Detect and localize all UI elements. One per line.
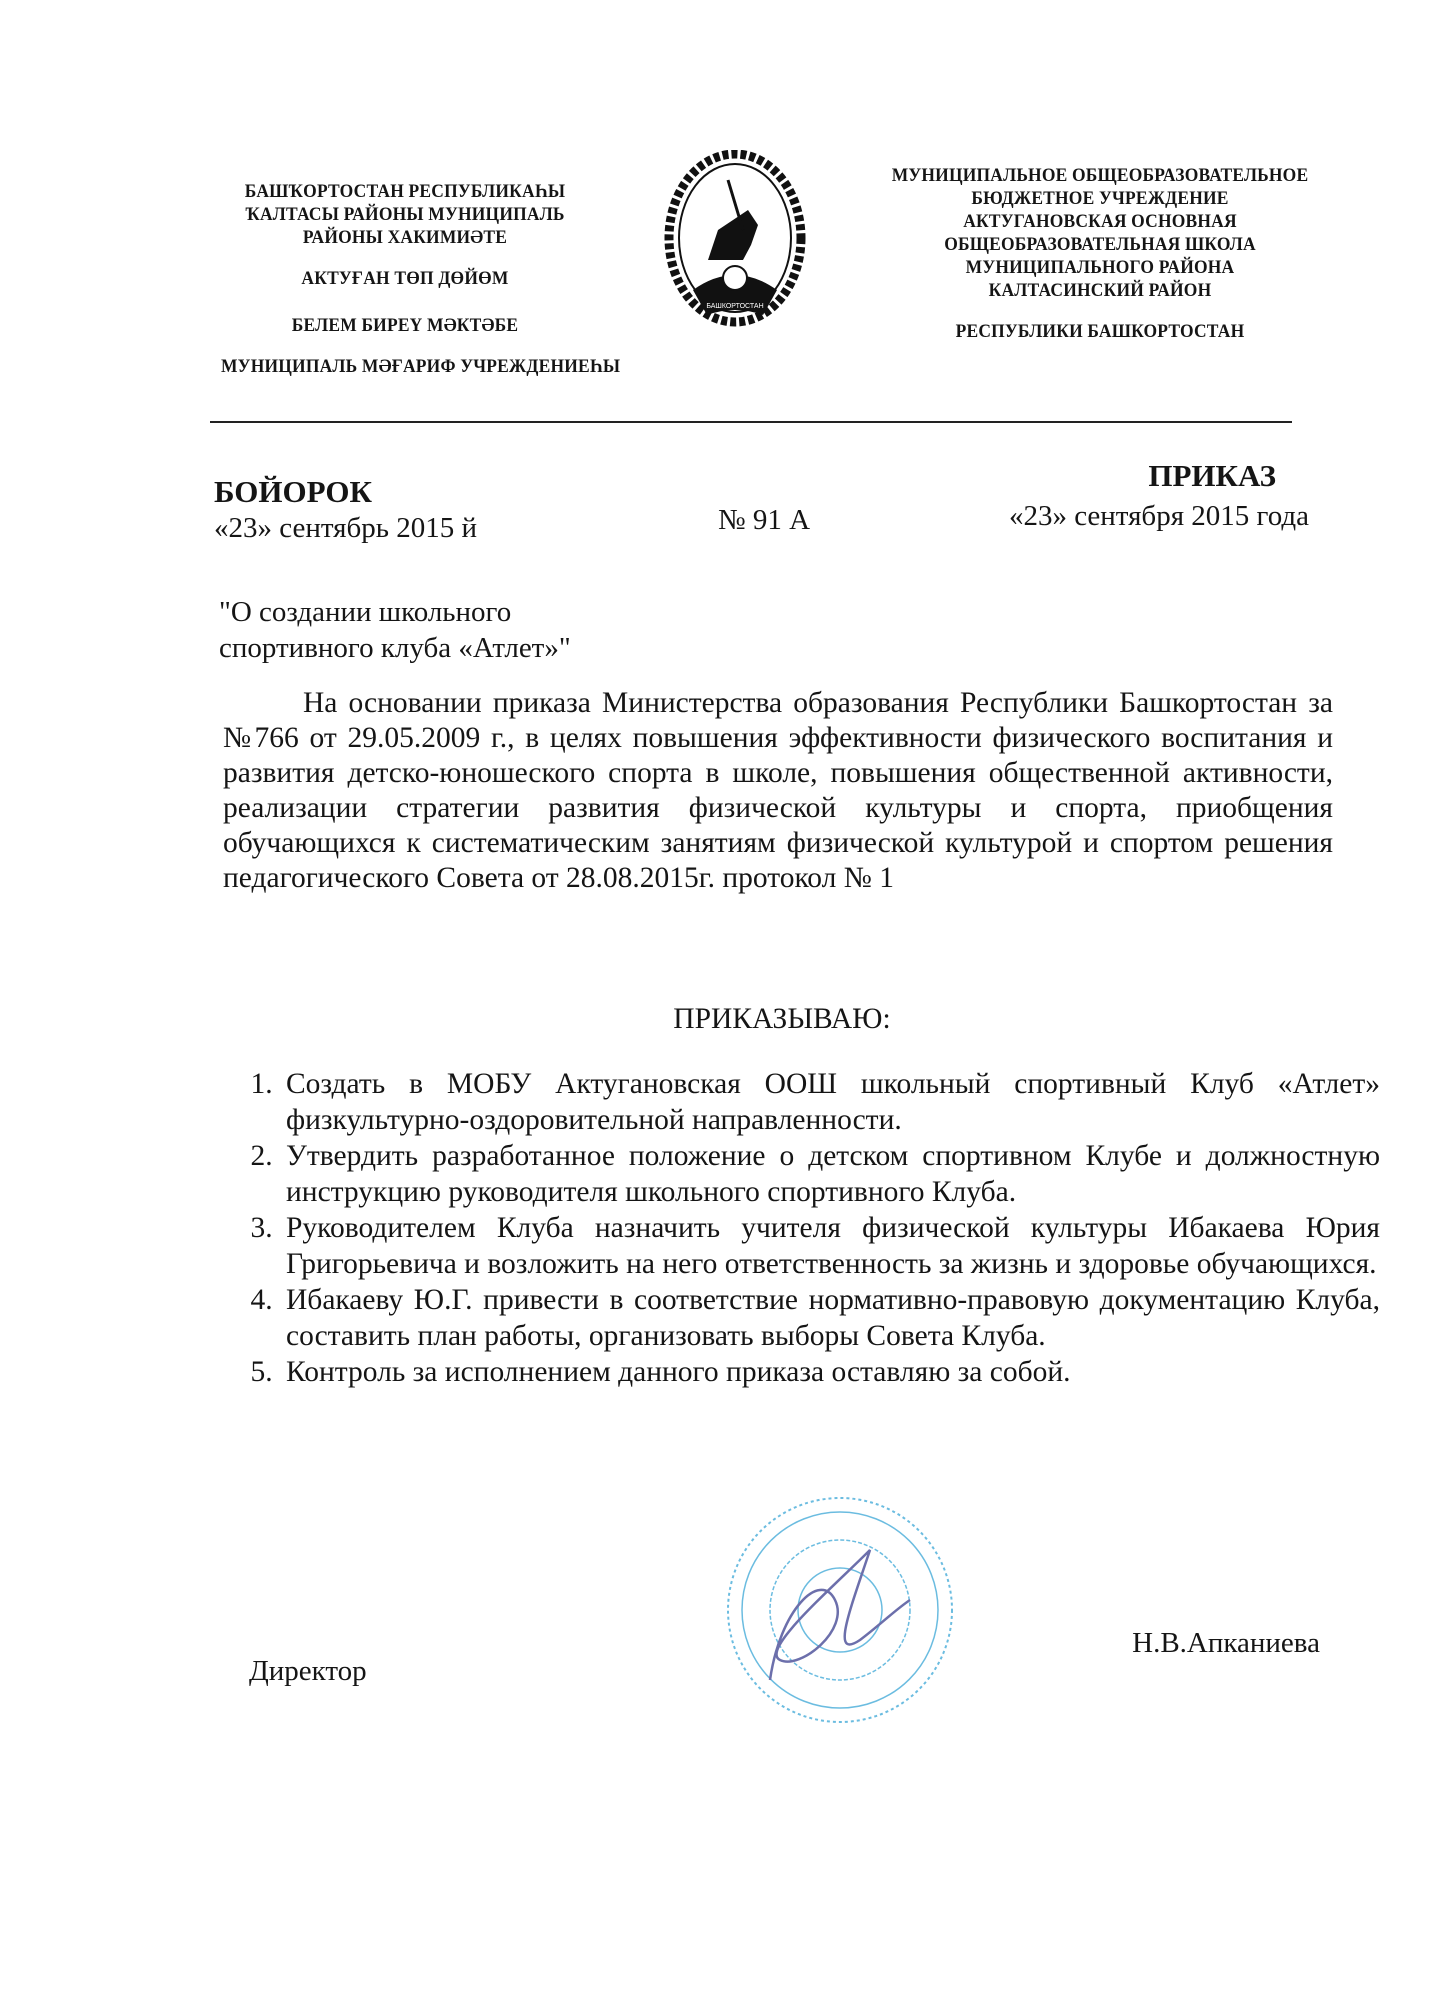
- header-right-line: ОБЩЕОБРАЗОВАТЕЛЬНАЯ ШКОЛА: [944, 234, 1256, 255]
- header-left-block: [221, 180, 621, 378]
- header-divider: [210, 421, 1292, 423]
- signatory-name: Н.В.Апканиева: [1132, 1627, 1320, 1659]
- preamble-paragraph: На основании приказа Министерства образования Республики Башкортостан за №766 от 29.05.2009 г., в целях повышения эффективности физического воспитания и развития детско-юношеского спорта в школе, повышения общественной активности, реализации стратегии развития физической культуры и спорта, приобщения обучающихся к систематическим занятиям физической культурой и спортом решения педагогического Совета от 28.08.2015г. протокол № 1: [223, 687, 1333, 894]
- header-left-school: БЕЛЕМ БИРЕҮ МӘКТӘБЕ: [291, 315, 519, 336]
- header-left-line: БАШҠОРТОСТАН РЕСПУБЛИКАҺЫ: [244, 181, 566, 202]
- bashkortostan-emblem: [663, 150, 808, 330]
- header-right-line: АКТУГАНОВСКАЯ ОСНОВНАЯ: [963, 211, 1237, 232]
- header-left-line: ҠАЛТАСЫ РАЙОНЫ МУНИЦИПАЛЬ: [245, 204, 565, 225]
- subject-line: спортивного клуба «Атлет»": [219, 632, 571, 664]
- header-right-block: [861, 164, 1339, 343]
- header-right-line: БЮДЖЕТНОЕ УЧРЕЖДЕНИЕ: [971, 188, 1229, 209]
- order-word: ПРИКАЗЫВАЮ:: [673, 1003, 891, 1035]
- official-stamp: [720, 1490, 960, 1730]
- list-item: 3. Руководителем Клуба назначить учителя физической культуры Ибакаева Юрия Григорьевича и возложить на него ответственность за жизнь и здоровье обучающихся.: [280, 1210, 1380, 1282]
- order-date-rus: «23» сентября 2015 года: [1008, 500, 1309, 532]
- order-title-bash: БОЙОРОК: [214, 474, 372, 509]
- header-right-line: КАЛТАСИНСКИЙ РАЙОН: [988, 280, 1212, 301]
- order-items-list: [230, 1066, 1380, 1390]
- emblem-text: БАШКОРТОСТАН: [706, 303, 764, 310]
- header-left-school: АКТУҒАН ТӨП ДӨЙӨМ: [301, 268, 509, 289]
- order-title-rus: ПРИКАЗ: [1148, 458, 1276, 493]
- list-item: 5. Контроль за исполнением данного приказа оставляю за собой.: [280, 1354, 1380, 1390]
- header-right-line: МУНИЦИПАЛЬНОЕ ОБЩЕОБРАЗОВАТЕЛЬНОЕ: [891, 165, 1309, 186]
- order-date-bash: «23» сентябрь 2015 й: [214, 512, 477, 544]
- header-left-school: МУНИЦИПАЛЬ МӘҒАРИФ УЧРЕЖДЕНИЕҺЫ: [221, 356, 621, 377]
- list-item: 1. Создать в МОБУ Актугановская ООШ школьный спортивный Клуб «Атлет» физкультурно-оздоровительной направленности.: [280, 1066, 1380, 1138]
- order-number: № 91 А: [718, 504, 811, 536]
- list-item: 4. Ибакаеву Ю.Г. привести в соответствие нормативно-правовую документацию Клуба, составить план работы, организовать выборы Совета Клуба.: [280, 1282, 1380, 1354]
- subject-line: "О создании школьного: [219, 596, 512, 628]
- header-right-line: МУНИЦИПАЛЬНОГО РАЙОНА: [965, 257, 1235, 278]
- header-right-last: РЕСПУБЛИКИ БАШКОРТОСТАН: [955, 321, 1245, 342]
- header-left-line: РАЙОНЫ ХАКИМИӘТЕ: [302, 227, 508, 248]
- order-subject: [219, 594, 571, 666]
- list-item: 2. Утвердить разработанное положение о детском спортивном Клубе и должностную инструкцию руководителя школьного спортивного Клуба.: [280, 1138, 1380, 1210]
- signatory-position: Директор: [249, 1655, 367, 1687]
